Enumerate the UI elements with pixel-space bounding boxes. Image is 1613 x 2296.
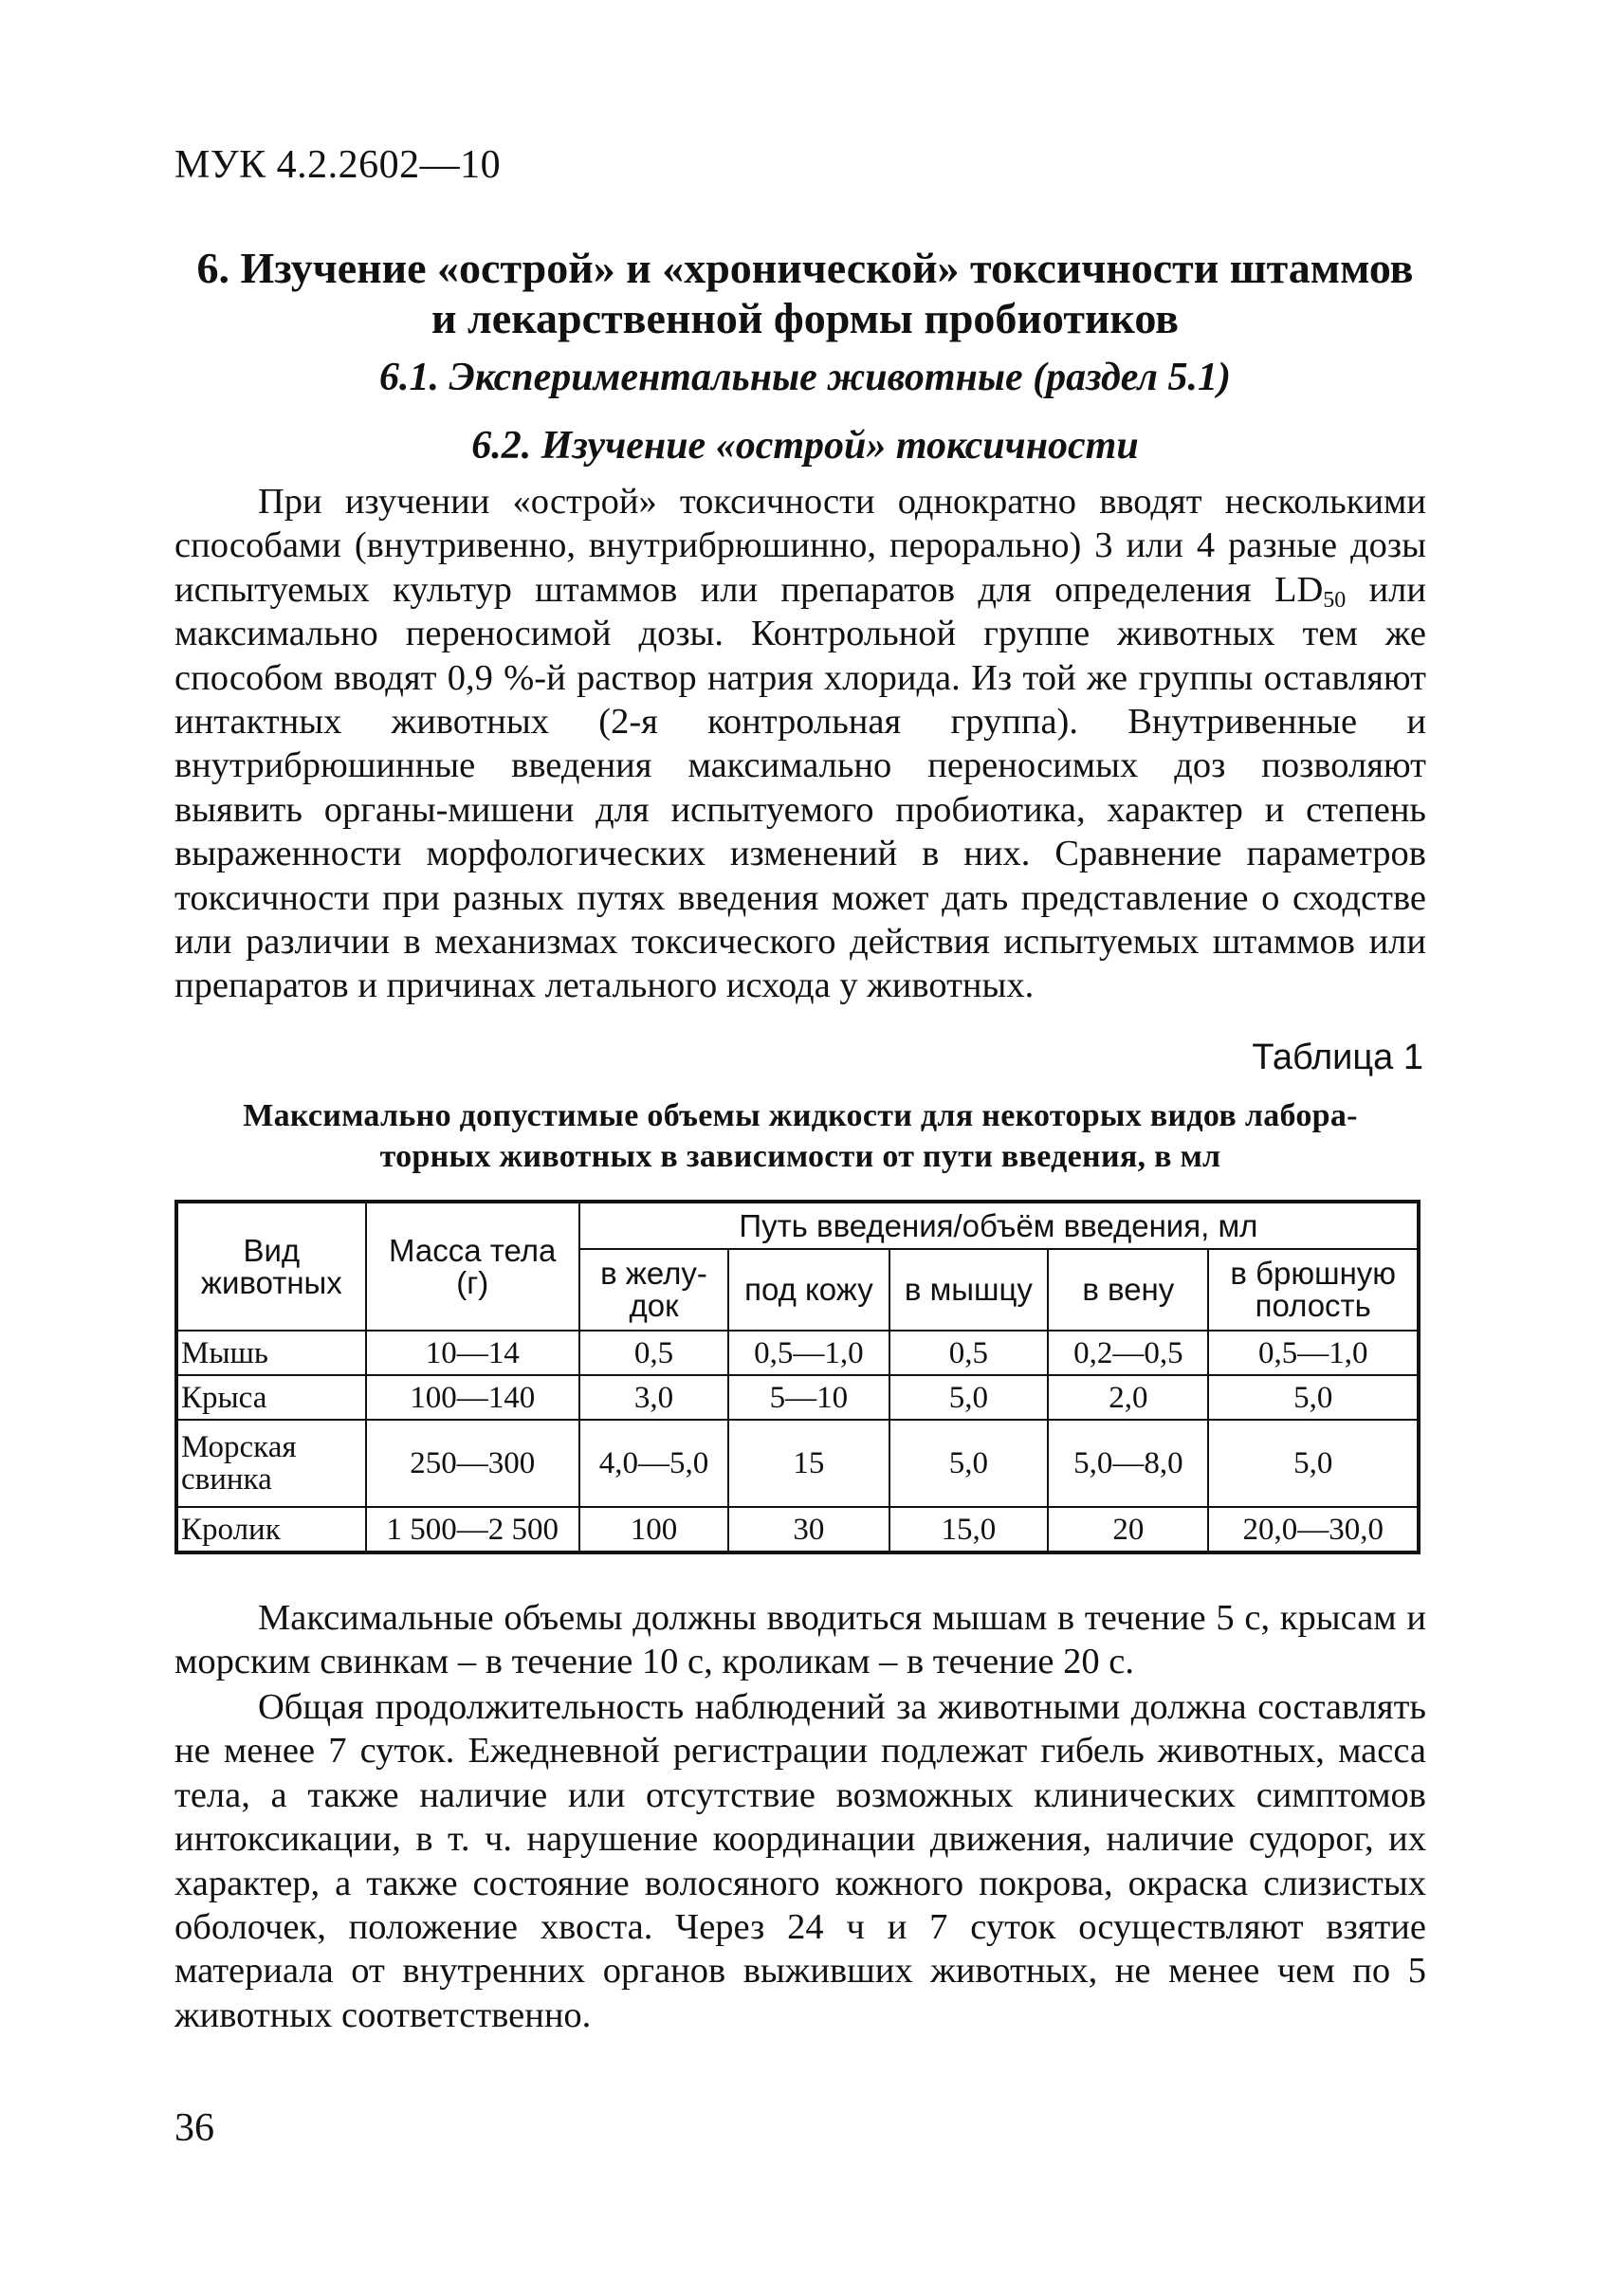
table-label: Таблица 1 xyxy=(1252,1038,1423,1077)
cell-vein: 20 xyxy=(1048,1507,1208,1552)
paragraph-text xyxy=(174,480,1426,1008)
header-abdominal-line2: полость xyxy=(1255,1288,1371,1323)
cell-subcut: 30 xyxy=(728,1507,889,1552)
table-row xyxy=(176,1375,1419,1420)
cell-animal-line1: Морская xyxy=(181,1430,297,1464)
ld-subscript: 50 xyxy=(1323,587,1347,613)
cell-muscle: 5,0 xyxy=(889,1420,1049,1507)
document-code: МУК 4.2.2602—10 xyxy=(174,143,502,187)
cell-stomach: 100 xyxy=(579,1507,729,1552)
cell-mass: 1 500—2 500 xyxy=(366,1507,579,1552)
cell-muscle: 0,5 xyxy=(889,1331,1049,1375)
cell-subcut: 15 xyxy=(728,1420,889,1507)
table-row xyxy=(176,1331,1419,1375)
paragraph-text: Общая продолжительность наблюдений за животными должна составлять не менее 7 суток. Ежедневной регистрации подлежат гибель животных, масса тела, а также наличие или отсутствие возможных клинических симптомов интоксикации, в т. ч. нарушение координации движения, наличие судорог, их характер, а также состояние волосяного кожного покрова, окраска слизистых оболочек, положение хвоста. Через 24 ч и 7 суток осуществляют взятие материала от внутренних органов выживших животных, не менее чем по 5 животных соответственно. xyxy=(174,1687,1426,2035)
paragraph-acute-toxicity xyxy=(174,480,1426,1008)
header-body-mass xyxy=(366,1202,579,1331)
header-mass-line1: Масса тела xyxy=(389,1232,557,1268)
cell-mass: 100—140 xyxy=(366,1375,579,1420)
section-title-line1: 6. Изучение «острой» и «хронической» токсичности штаммов xyxy=(196,244,1414,292)
volumes-table xyxy=(174,1200,1421,1554)
header-stomach-line1: в желу- xyxy=(600,1256,707,1291)
paragraph-observation xyxy=(174,1685,1426,2037)
page-number: 36 xyxy=(174,2106,214,2150)
paragraph-max-volumes xyxy=(174,1596,1426,1684)
header-species-line2: животных xyxy=(200,1264,342,1300)
cell-stomach: 0,5 xyxy=(579,1331,729,1375)
cell-stomach: 3,0 xyxy=(579,1375,729,1420)
header-mass-line2: (г) xyxy=(456,1264,489,1300)
cell-animal: Кролик xyxy=(176,1507,366,1552)
header-stomach-line2: док xyxy=(629,1288,679,1323)
cell-stomach: 4,0—5,0 xyxy=(579,1420,729,1507)
cell-animal xyxy=(176,1420,366,1507)
subsection-title-6-1: 6.1. Экспериментальные животные (раздел 5.1) xyxy=(379,356,1231,399)
header-route-group: Путь введения/объём введения, мл xyxy=(579,1202,1419,1249)
cell-mass: 10—14 xyxy=(366,1331,579,1375)
cell-abdomen: 0,5—1,0 xyxy=(1208,1331,1419,1375)
subsection-title-6-2: 6.2. Изучение «острой» токсичности xyxy=(471,424,1139,468)
cell-subcut: 5—10 xyxy=(728,1375,889,1420)
cell-animal-line2: свинка xyxy=(181,1462,272,1497)
header-route-stomach xyxy=(579,1249,729,1331)
table-caption xyxy=(174,1095,1426,1177)
paragraph-text-part1: При изучении «острой» токсичности однократно вводят несколькими способами (внутривенно, внутрибрюшинно, перорально) 3 или 4 разные дозы испытуемых культур штаммов или препаратов для определения LD xyxy=(174,482,1426,610)
cell-vein: 2,0 xyxy=(1048,1375,1208,1420)
cell-abdomen: 20,0—30,0 xyxy=(1208,1507,1419,1552)
cell-subcut: 0,5—1,0 xyxy=(728,1331,889,1375)
paragraph-text-part2: или максимально переносимой дозы. Контрольной группе животных тем же способом вводят 0,9 %-й раствор натрия хлорида. Из той же группы оставляют интактных животных (2-я контрольная группа). Внутривенные и внутрибрюшинные введения максимально переносимых доз позволяют выявить органы-мишени для испытуемого пробиотика, характер и степень выраженности морфологических изменений в них. Сравнение параметров токсичности при разных путях введения может дать представление о сходстве или различии в механизмах токсического действия испытуемых штаммов или препаратов и причинах летального исхода у животных. xyxy=(174,569,1426,1006)
cell-mass: 250—300 xyxy=(366,1420,579,1507)
table-row xyxy=(176,1507,1419,1552)
section-title-line2: и лекарственной формы пробиотиков xyxy=(431,294,1180,342)
cell-animal: Крыса xyxy=(176,1375,366,1420)
cell-abdomen: 5,0 xyxy=(1208,1420,1419,1507)
table-row xyxy=(176,1420,1419,1507)
header-route-abdominal xyxy=(1208,1249,1419,1331)
table-caption-line1: Максимально допустимые объемы жидкости для некоторых видов лабора- xyxy=(243,1098,1358,1133)
cell-animal: Мышь xyxy=(176,1331,366,1375)
header-species-line1: Вид xyxy=(243,1232,301,1268)
header-route-subcutaneous: под кожу xyxy=(728,1249,889,1331)
header-species xyxy=(176,1202,366,1331)
table-caption-line2: торных животных в зависимости от пути введения, в мл xyxy=(379,1139,1221,1174)
paragraph-text: Максимальные объемы должны вводиться мышам в течение 5 с, крысам и морским свинкам – в течение 10 с, кроликам – в течение 20 с. xyxy=(174,1598,1426,1682)
header-route-vein: в вену xyxy=(1048,1249,1208,1331)
cell-vein: 0,2—0,5 xyxy=(1048,1331,1208,1375)
cell-abdomen: 5,0 xyxy=(1208,1375,1419,1420)
cell-muscle: 15,0 xyxy=(889,1507,1049,1552)
header-route-muscle: в мышцу xyxy=(889,1249,1049,1331)
header-abdominal-line1: в брюшную xyxy=(1230,1256,1397,1291)
cell-muscle: 5,0 xyxy=(889,1375,1049,1420)
cell-vein: 5,0—8,0 xyxy=(1048,1420,1208,1507)
